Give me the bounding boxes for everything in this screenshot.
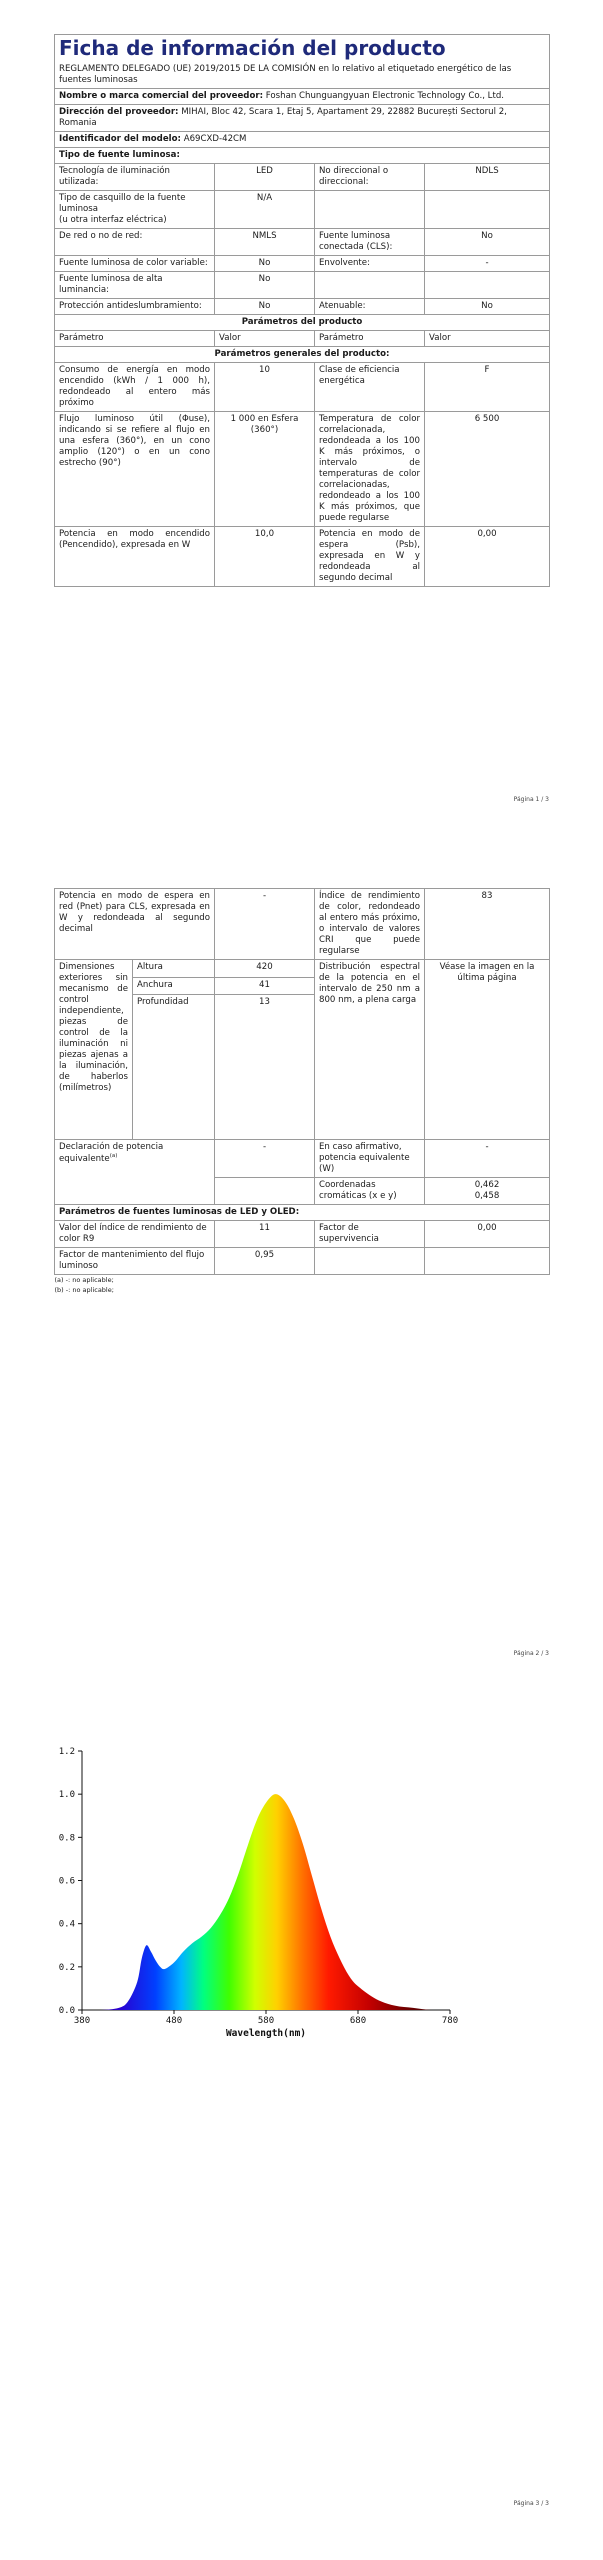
param-value: - xyxy=(215,889,315,960)
param-label: Envolvente: xyxy=(315,256,425,272)
param-value: LED xyxy=(215,164,315,191)
param-label: Factor de supervivencia xyxy=(315,1221,425,1248)
param-label: Fuente luminosa conectada (CLS): xyxy=(315,229,425,256)
dimension-name: Anchura xyxy=(133,977,215,995)
footnote-ref: (a) xyxy=(109,1153,118,1159)
supplier-address-label: Dirección del proveedor: xyxy=(59,107,179,117)
param-value: - xyxy=(425,1140,550,1178)
param-label: De red o no de red: xyxy=(55,229,215,256)
param-label: Potencia en modo de espera en red (Pnet) para CLS, expresada en W y redondeada al segundo decimal xyxy=(55,889,215,960)
param-label: Potencia en modo de espera (Psb), expresada en W y redondeada al segundo decimal xyxy=(315,527,425,587)
column-header: Parámetro xyxy=(55,331,215,347)
param-label: Tecnología de iluminación utilizada: xyxy=(55,164,215,191)
supplier-name-label: Nombre o marca comercial del proveedor: xyxy=(59,91,264,101)
param-label: Índice de rendimiento de color, redondeado al entero más próximo, o intervalo de valores CRI que puede regularse xyxy=(315,889,425,960)
dimension-value: 13 xyxy=(215,995,315,1140)
model-row xyxy=(55,132,550,148)
param-label xyxy=(55,1140,215,1205)
y-tick-label: 1.0 xyxy=(58,1790,75,1801)
param-label: Fuente luminosa de alta luminancia: xyxy=(55,272,215,299)
param-value: 11 xyxy=(215,1221,315,1248)
param-value: No xyxy=(425,229,550,256)
product-params-header: Parámetros del producto xyxy=(55,315,550,331)
empty-cell xyxy=(315,1248,425,1275)
param-label: Flujo luminoso útil (Φuse), indicando si se refiere al flujo en una esfera (360°), en un cono amplio (120°) o en un cono estrecho (90°) xyxy=(55,412,215,527)
param-value: 1 000 en Esfera (360°) xyxy=(215,412,315,527)
param-label: Distribución espectral de la potencia en el intervalo de 250 nm a 800 nm, a plena carga xyxy=(315,960,425,1140)
page-1 xyxy=(0,0,603,828)
spectrum-area xyxy=(82,1794,450,2010)
page-number: Página 2 / 3 xyxy=(513,1650,549,1657)
table-row xyxy=(55,412,550,527)
empty-cell xyxy=(425,1248,550,1275)
param-label: En caso afirmativo, potencia equivalente (W) xyxy=(315,1140,425,1178)
dimension-name: Altura xyxy=(133,960,215,978)
table-row xyxy=(55,1221,550,1248)
dimension-value: 41 xyxy=(215,977,315,995)
param-label: Temperatura de color correlacionada, redondeada a los 100 K más próximos, o intervalo de temperaturas de color correlacionadas, redondeado a los 100 K más próximos, que puede regularse xyxy=(315,412,425,527)
param-value: NMLS xyxy=(215,229,315,256)
param-value: 0,00 xyxy=(425,527,550,587)
param-value: 10,0 xyxy=(215,527,315,587)
table-row xyxy=(55,272,550,299)
chroma-y: 0,458 xyxy=(474,1191,500,1201)
empty-cell xyxy=(315,191,425,229)
param-value: 10 xyxy=(215,363,315,412)
param-value: No xyxy=(215,272,315,299)
table-row xyxy=(55,299,550,315)
empty-cell xyxy=(315,272,425,299)
y-tick-label: 0.8 xyxy=(58,1833,75,1844)
table-row xyxy=(55,527,550,587)
y-tick-label: 0.6 xyxy=(58,1876,75,1887)
supplier-address-value: MIHAI, Bloc 42, Scara 1, Etaj 5, Apartament 29, 22882 București Sectorul 2, Romania xyxy=(59,107,507,128)
param-value: 0,00 xyxy=(425,1221,550,1248)
empty-cell xyxy=(215,1178,315,1205)
footnote: (b) -: no aplicable; xyxy=(54,1286,114,1295)
table-row xyxy=(55,256,550,272)
table-row xyxy=(55,1248,550,1275)
table-row xyxy=(55,164,550,191)
param-value: - xyxy=(425,256,550,272)
general-params-header: Parámetros generales del producto: xyxy=(55,347,550,363)
column-header: Valor xyxy=(425,331,550,347)
light-source-type-header: Tipo de fuente luminosa: xyxy=(55,148,550,164)
param-value: No xyxy=(215,299,315,315)
param-value: 83 xyxy=(425,889,550,960)
param-label xyxy=(55,191,215,229)
x-axis-label: Wavelength(nm) xyxy=(225,2028,307,2039)
equiv-label: Declaración de potencia equivalente xyxy=(59,1142,164,1164)
table-row xyxy=(55,889,550,960)
table-row xyxy=(55,1140,550,1178)
param-label: Atenuable: xyxy=(315,299,425,315)
model-label: Identificador del modelo: xyxy=(59,134,181,144)
param-value: 6 500 xyxy=(425,412,550,527)
param-label: Fuente luminosa de color variable: xyxy=(55,256,215,272)
page-number: Página 3 / 3 xyxy=(513,2500,549,2507)
param-label: Potencia en modo encendido (Pencendido), expresada en W xyxy=(55,527,215,587)
chart-series xyxy=(82,1794,450,2010)
param-value: N/A xyxy=(215,191,315,229)
table-row xyxy=(55,229,550,256)
column-header: Parámetro xyxy=(315,331,425,347)
y-tick-label: 0.0 xyxy=(58,2006,75,2016)
x-tick-label: 780 xyxy=(441,2016,459,2026)
param-label: Consumo de energía en modo encendido (kWh / 1 000 h), redondeado al entero más próximo xyxy=(55,363,215,412)
param-label-line: (u otra interfaz eléctrica) xyxy=(59,215,167,225)
x-tick-label: 380 xyxy=(73,2016,91,2026)
param-value: - xyxy=(215,1140,315,1178)
page-2 xyxy=(0,860,603,1688)
param-label-line: Tipo de casquillo de la fuente luminosa xyxy=(59,193,186,214)
supplier-address-row xyxy=(55,105,550,132)
spectral-power-chart xyxy=(0,1715,603,2115)
param-label: No direccional o direccional: xyxy=(315,164,425,191)
page-number: Página 1 / 3 xyxy=(513,796,549,803)
param-label: Factor de mantenimiento del flujo luminoso xyxy=(55,1248,215,1275)
empty-cell xyxy=(425,272,550,299)
param-label: Coordenadas cromáticas (x e y) xyxy=(315,1178,425,1205)
param-label: Valor del índice de rendimiento de color R9 xyxy=(55,1221,215,1248)
chroma-x: 0,462 xyxy=(474,1180,500,1190)
param-value: No xyxy=(425,299,550,315)
supplier-name-value: Foshan Chunguangyuan Electronic Technology Co., Ltd. xyxy=(265,91,505,101)
footnote: (a) -: no aplicable; xyxy=(54,1276,114,1284)
x-tick-label: 680 xyxy=(349,2016,367,2026)
param-label: Clase de eficiencia energética xyxy=(315,363,425,412)
y-tick-label: 0.4 xyxy=(58,1919,75,1930)
model-value: A69CXD-42CM xyxy=(183,134,247,144)
table-row xyxy=(55,191,550,229)
column-header: Valor xyxy=(215,331,315,347)
y-tick-label: 1.2 xyxy=(58,1747,75,1757)
x-tick-label: 580 xyxy=(257,2016,275,2026)
product-info-table-p2 xyxy=(54,888,550,1296)
param-value: Véase la imagen en la última página xyxy=(425,960,550,1140)
page-3 xyxy=(0,1715,603,2560)
y-tick-label: 0.2 xyxy=(58,1962,75,1973)
param-label: Protección antideslumbramiento: xyxy=(55,299,215,315)
dimensions-row xyxy=(55,960,550,978)
product-info-table-p1 xyxy=(54,34,550,587)
dimension-name: Profundidad xyxy=(133,995,215,1140)
param-value: F xyxy=(425,363,550,412)
column-header-row xyxy=(55,331,550,347)
dimension-value: 420 xyxy=(215,960,315,978)
regulation-text: REGLAMENTO DELEGADO (UE) 2019/2015 DE LA COMISIÓN en lo relativo al etiquetado energético de las fuentes luminosas xyxy=(59,64,512,85)
chroma-values xyxy=(425,1178,550,1205)
empty-cell xyxy=(425,191,550,229)
led-params-header: Parámetros de fuentes luminosas de LED y OLED: xyxy=(55,1205,550,1221)
param-value: No xyxy=(215,256,315,272)
param-value: 0,95 xyxy=(215,1248,315,1275)
param-value: NDLS xyxy=(425,164,550,191)
x-tick-label: 480 xyxy=(165,2016,183,2026)
title-cell xyxy=(55,35,550,89)
table-row xyxy=(55,363,550,412)
document-title: Ficha de información del producto xyxy=(59,36,446,60)
dimensions-label: Dimensiones exteriores sin mecanismo de control independiente, piezas de control de la iluminación ni piezas ajenas a la iluminación, de haberlos (milímetros) xyxy=(55,960,133,1140)
supplier-name-row xyxy=(55,89,550,105)
